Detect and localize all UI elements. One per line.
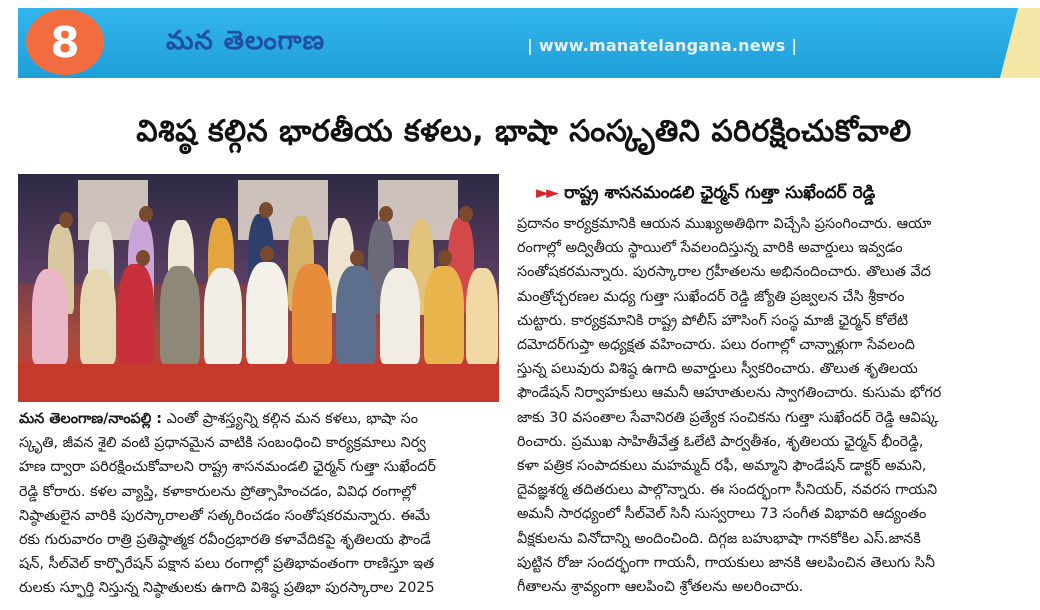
photo-person xyxy=(424,266,464,364)
photo-person xyxy=(246,262,288,364)
body-line xyxy=(19,407,500,431)
logo-text: మన తెలంగాణ xyxy=(166,26,326,56)
page-number-badge: 8 xyxy=(26,9,104,75)
byline-arrow-icon: ►► xyxy=(536,183,557,203)
photo-head xyxy=(59,212,73,228)
photo-person xyxy=(118,264,154,364)
photo-person xyxy=(32,269,68,364)
body-line: రెడ్డి కోరారు. కళల వ్యాప్తి, కళాకారులను ప్రోత్సాహించడం, వివిధ రంగాల్లో xyxy=(19,483,416,500)
body-line: షన్, సీల్‌వెల్ కార్పొరేషన్ పక్షాన పలు రంగాల్లో ప్రతిభావంతంగా రాణిస్తూ ఇత xyxy=(19,556,435,573)
article-body-right xyxy=(517,212,1022,599)
body-line: గీతాలను శ్రావ్యంగా ఆలపించి శ్రోతలను అలరించారు. xyxy=(517,579,804,596)
newspaper-logo[interactable] xyxy=(166,23,325,65)
article-byline xyxy=(536,183,875,207)
body-line: నిష్ఠాతులైన వారికి పురస్కారాలతో సత్కరించడం సంతోషకరమన్నారు. ఈమే xyxy=(19,507,431,524)
award-ceremony-photo xyxy=(18,174,499,402)
byline-text: రాష్ట్ర శాసనమండలి ఛైర్మన్ గుత్తా సుఖేందర్ రెడ్డి xyxy=(564,183,876,203)
body-line: స్కృతి, జీవన శైలి వంటి ప్రధానమైన వాటికి సంబంధించి కార్యక్రమాలు నిర్వ xyxy=(19,435,426,452)
photo-person xyxy=(204,268,242,364)
body-line: రించారు. ప్రముఖ సాహితీవేత్త ఓలేటి పార్వతీశం, శృతిలయ ఛైర్మన్ భీంరెడ్డి, xyxy=(517,433,924,450)
body-line: అమనీ సారధ్యంలో సీల్‌వెల్ సినీ సుస్వరాలు 73 సంగీత విభావరి ఆద్యంతం xyxy=(517,506,927,523)
photo-person xyxy=(466,268,498,364)
body-line: ప్రదానం కార్యక్రమానికి ఆయన ముఖ్యఅతిథిగా విచ్చేసి ప్రసంగించారు. ఆయా xyxy=(517,216,932,232)
photo-person xyxy=(336,266,376,364)
photo-head xyxy=(139,206,153,222)
body-line: రులకు స్ఫూర్తి నిస్తున్న నిష్ఠాతులకు ఉగాది విశిష్ఠ ప్రతిభా పురస్కారాల 2025 xyxy=(19,580,435,597)
article-body-left xyxy=(19,407,500,601)
body-line-text: ఎంతో ప్రాశస్త్యన్ని కల్గిన మన కళలు, భాషా సం xyxy=(162,411,418,427)
body-line: హణ ద్వారా పరిరక్షించుకోవాలని రాష్ట్ర శాసనమండలి ఛైర్మన్ గుత్తా సుఖేందర్ xyxy=(19,459,436,476)
body-line: చుట్టారు. కార్యక్రమానికి రాష్ట్ర పోలీస్ హౌసింగ్ సంస్థ మాజీ ఛైర్మన్ కోలేటి xyxy=(517,312,909,329)
photo-person xyxy=(292,264,332,364)
article-dateline: మన తెలంగాణ/నాంపల్లి : xyxy=(19,411,163,427)
body-line: పుట్టిన రోజు సందర్భంగా గాయనీ, గాయకులు జానకి ఆలపించిన తెలుగు సినీ xyxy=(517,554,935,571)
photo-head xyxy=(350,250,364,266)
body-line: రంగాల్లో అద్వితీయ స్థాయిలో సేవలందిస్తున్న వారికి అవార్డులు ఇవ్వడం xyxy=(517,240,903,257)
body-line: స్తున్న పలువురు విశిష్ఠ ఉగాది అవార్డులు స్వీకరించారు. తొలుత శృతిలయ xyxy=(517,361,918,378)
body-line: దైవజ్ఞశర్మ తదితరులు పాల్గొన్నారు. ఈ సందర్భంగా సీనియర్, నవరస గాయని xyxy=(517,482,938,499)
site-url-link[interactable]: | www.manatelangana.news | xyxy=(527,36,798,55)
article-headline: విశిష్ఠ కల్గిన భారతీయ కళలు, భాషా సంస్కృతిని పరిరక్షించుకోవాలి xyxy=(136,114,912,149)
body-line: జాకు 30 వసంతాల సేవానిరతి ప్రత్యేక సంచికను గుత్తా సుఖేందర్ రెడ్డి ఆవిష్క xyxy=(517,409,939,426)
photo-stage-floor xyxy=(18,362,499,402)
photo-person xyxy=(160,266,200,364)
body-line: మంత్రోచ్చరణల మధ్య గుత్తా సుఖేందర్ రెడ్డి జ్యోతి ప్రజ్వలన చేసి శ్రీకారం xyxy=(517,288,905,305)
photo-person xyxy=(80,269,116,364)
photo-head xyxy=(260,246,274,262)
body-line: సంతోషకరమన్నారు. పురస్కారాల గ్రహీతలను అభినందించారు. తొలుత వేద xyxy=(517,264,931,281)
photo-head xyxy=(438,250,452,266)
photo-head xyxy=(259,202,273,218)
photo-head xyxy=(379,206,393,222)
body-line: రకు గురువారం రాత్రి ప్రతిష్ఠాత్మక రవీంద్రభారతి కళావేదికపై శృతిలయ ఫౌండే xyxy=(19,532,431,549)
photo-head xyxy=(459,206,473,222)
body-line: ఫౌండేషన్ నిర్వాహకులు ఆమనీ ఆహూతులను స్వాగతించారు. కుసుమ భోగర xyxy=(517,385,942,402)
photo-head xyxy=(136,250,150,266)
body-line: కళా పత్రిక సంపాదకులు మహమ్మద్ రఫీ, అమ్మాని ఫౌండేషన్ డాక్టర్ అమని, xyxy=(517,458,927,475)
photo-person xyxy=(380,268,420,364)
body-line: వీక్షకులను వినోదాన్ని అందించింది. దిగ్గజ బహుభాషా గానకోకిల ఎస్.జానకి xyxy=(517,530,921,547)
body-line: దమోదర్‌గుప్తా అధ్యక్షత వహించారు. పలు రంగాల్లో చాన్నాళ్లుగా సేవలంది xyxy=(517,337,915,354)
